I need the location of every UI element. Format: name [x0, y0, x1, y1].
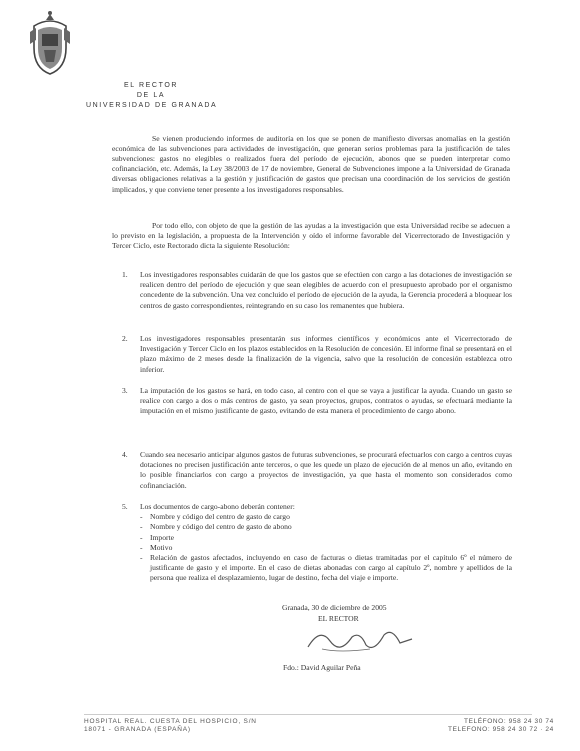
footer-phones [448, 718, 554, 734]
intro-paragraph: Se vienen produciendo informes de auditoría en los que se ponen de manifiesto diversas anomalías en la gestión económica de las subvenciones para actividades de investigación, que generan serios problemas para la justificación de tales subvenciones: gastos no elegibles o realizados fuera del período de ejecución, abonos que se pueden interpretar como cofinanciación, etc. Además, la Ley 38/2003 de 17 de noviembre, General de Subvenciones impone a la Universidad de Granada diversas obligaciones relativas a la gestión y justificación de gastos que precisan una coordinación de los servicios de gestión implicados, y que conviene tener presente a los investigadores responsables. [112, 133, 510, 194]
footer-address [84, 718, 257, 734]
signature-place-date: Granada, 30 de diciembre de 2005 [282, 603, 387, 612]
item-number: 2. [122, 334, 128, 343]
requirement-item: - Motivo [140, 543, 512, 553]
item-number: 1. [122, 270, 128, 279]
footer-address-line: HOSPITAL REAL. CUESTA DEL HOSPICIO, S/N [84, 718, 257, 725]
requirement-item: - Importe [140, 533, 512, 543]
item-number: 4. [122, 450, 128, 459]
university-crest-icon [28, 10, 72, 76]
item-text: La imputación de los gastos se hará, en todo caso, al centro con el que se vaya a justificar la ayuda. Cuando un gasto se realice con cargo a dos o más centros de gasto, ya sean proyectos, grupos, contratos o ayudas, se efectuará mediante la imputación en el mismo justificante de gasto, evitando de esta manera el procedimiento de cargo abono. [140, 386, 512, 416]
footer-phone-line: TELEFONO: 958 24 30 72 · 24 [448, 726, 554, 733]
footer-divider [84, 714, 532, 715]
item-text: Cuando sea necesario anticipar algunos gastos de futuras subvenciones, se procurará efectuarlos con cargo a centros cuyas dotaciones no precisen justificación ante terceros, o que les quede un plazo de ejecución de al menos un año, evitando en lo posible financiarlos con cargo a proyectos de investigación, ya que hasta el momento son considerados como cofinanciación. [140, 450, 512, 490]
item-text: Los investigadores responsables presentarán sus informes científicos y económicos ante el Vicerrectorado de Investigación y Tercer Ciclo en los plazos establecidos en la Resolución de concesión. El informe final se presentará en el plazo máximo de 2 meses desde la finalización de la vigencia, salvo que la resolución de concesión establezca otro inferior. [140, 334, 512, 374]
signature-role: EL RECTOR [318, 614, 359, 623]
footer-address-line: 18071 - GRANADA (ESPAÑA) [84, 726, 191, 733]
item-number: 5. [122, 502, 128, 511]
letterhead-title: EL RECTOR [123, 82, 179, 89]
list-item [112, 502, 512, 584]
requirement-item: - Nombre y código del centro de gasto de cargo [140, 512, 512, 522]
item-intro: Los documentos de cargo-abono deberán contener: [140, 502, 295, 511]
list-item [112, 450, 512, 491]
handwritten-signature-icon [300, 623, 420, 655]
cargo-abono-requirements [140, 512, 512, 583]
signatory-name: Fdo.: David Aguilar Peña [283, 663, 361, 672]
list-item [112, 270, 512, 311]
item-text [140, 502, 512, 584]
list-item [112, 334, 512, 375]
footer-phone-line: TELÉFONO: 958 24 30 74 [464, 718, 554, 725]
item-text: Los investigadores responsables cuidarán de que los gastos que se efectúen con cargo a las dotaciones de investigación se realicen dentro del período de ejecución y que sean elegibles de acuerdo con el presupuesto aprobado por el organismo concedente de la subvención. Una vez concluido el período de ejecución de la ayuda, la Gerencia procederá a bloquear los centros de gasto correspondientes, reintegrando en su caso los remanentes que hubiera. [140, 270, 512, 310]
list-item [112, 386, 512, 417]
letterhead-institution: UNIVERSIDAD DE GRANADA [86, 102, 218, 109]
requirement-item: - Relación de gastos afectados, incluyendo en caso de facturas o dietas tramitadas por el capítulo 6º el número de justificante de gasto y el importe. En el caso de dietas abonadas con cargo al capítulo 2º, nombre y apellidos de la persona que realiza el desplazamiento, lugar de destino, fecha del viaje e importe. [140, 553, 512, 584]
letterhead [86, 81, 216, 111]
item-number: 3. [122, 386, 128, 395]
requirement-item: - Nombre y código del centro de gasto de abono [140, 522, 512, 532]
resolution-preamble: Por todo ello, con objeto de que la gestión de las ayudas a la investigación que esta Universidad recibe se adecuen a lo previsto en la legislación, a propuesta de la Intervención y oído el informe favorable del Vicerrectorado de Investigación y Tercer Ciclo, este Rectorado dicta la siguiente Resolución: [112, 220, 510, 250]
letterhead-subtitle: DE LA [136, 92, 166, 99]
